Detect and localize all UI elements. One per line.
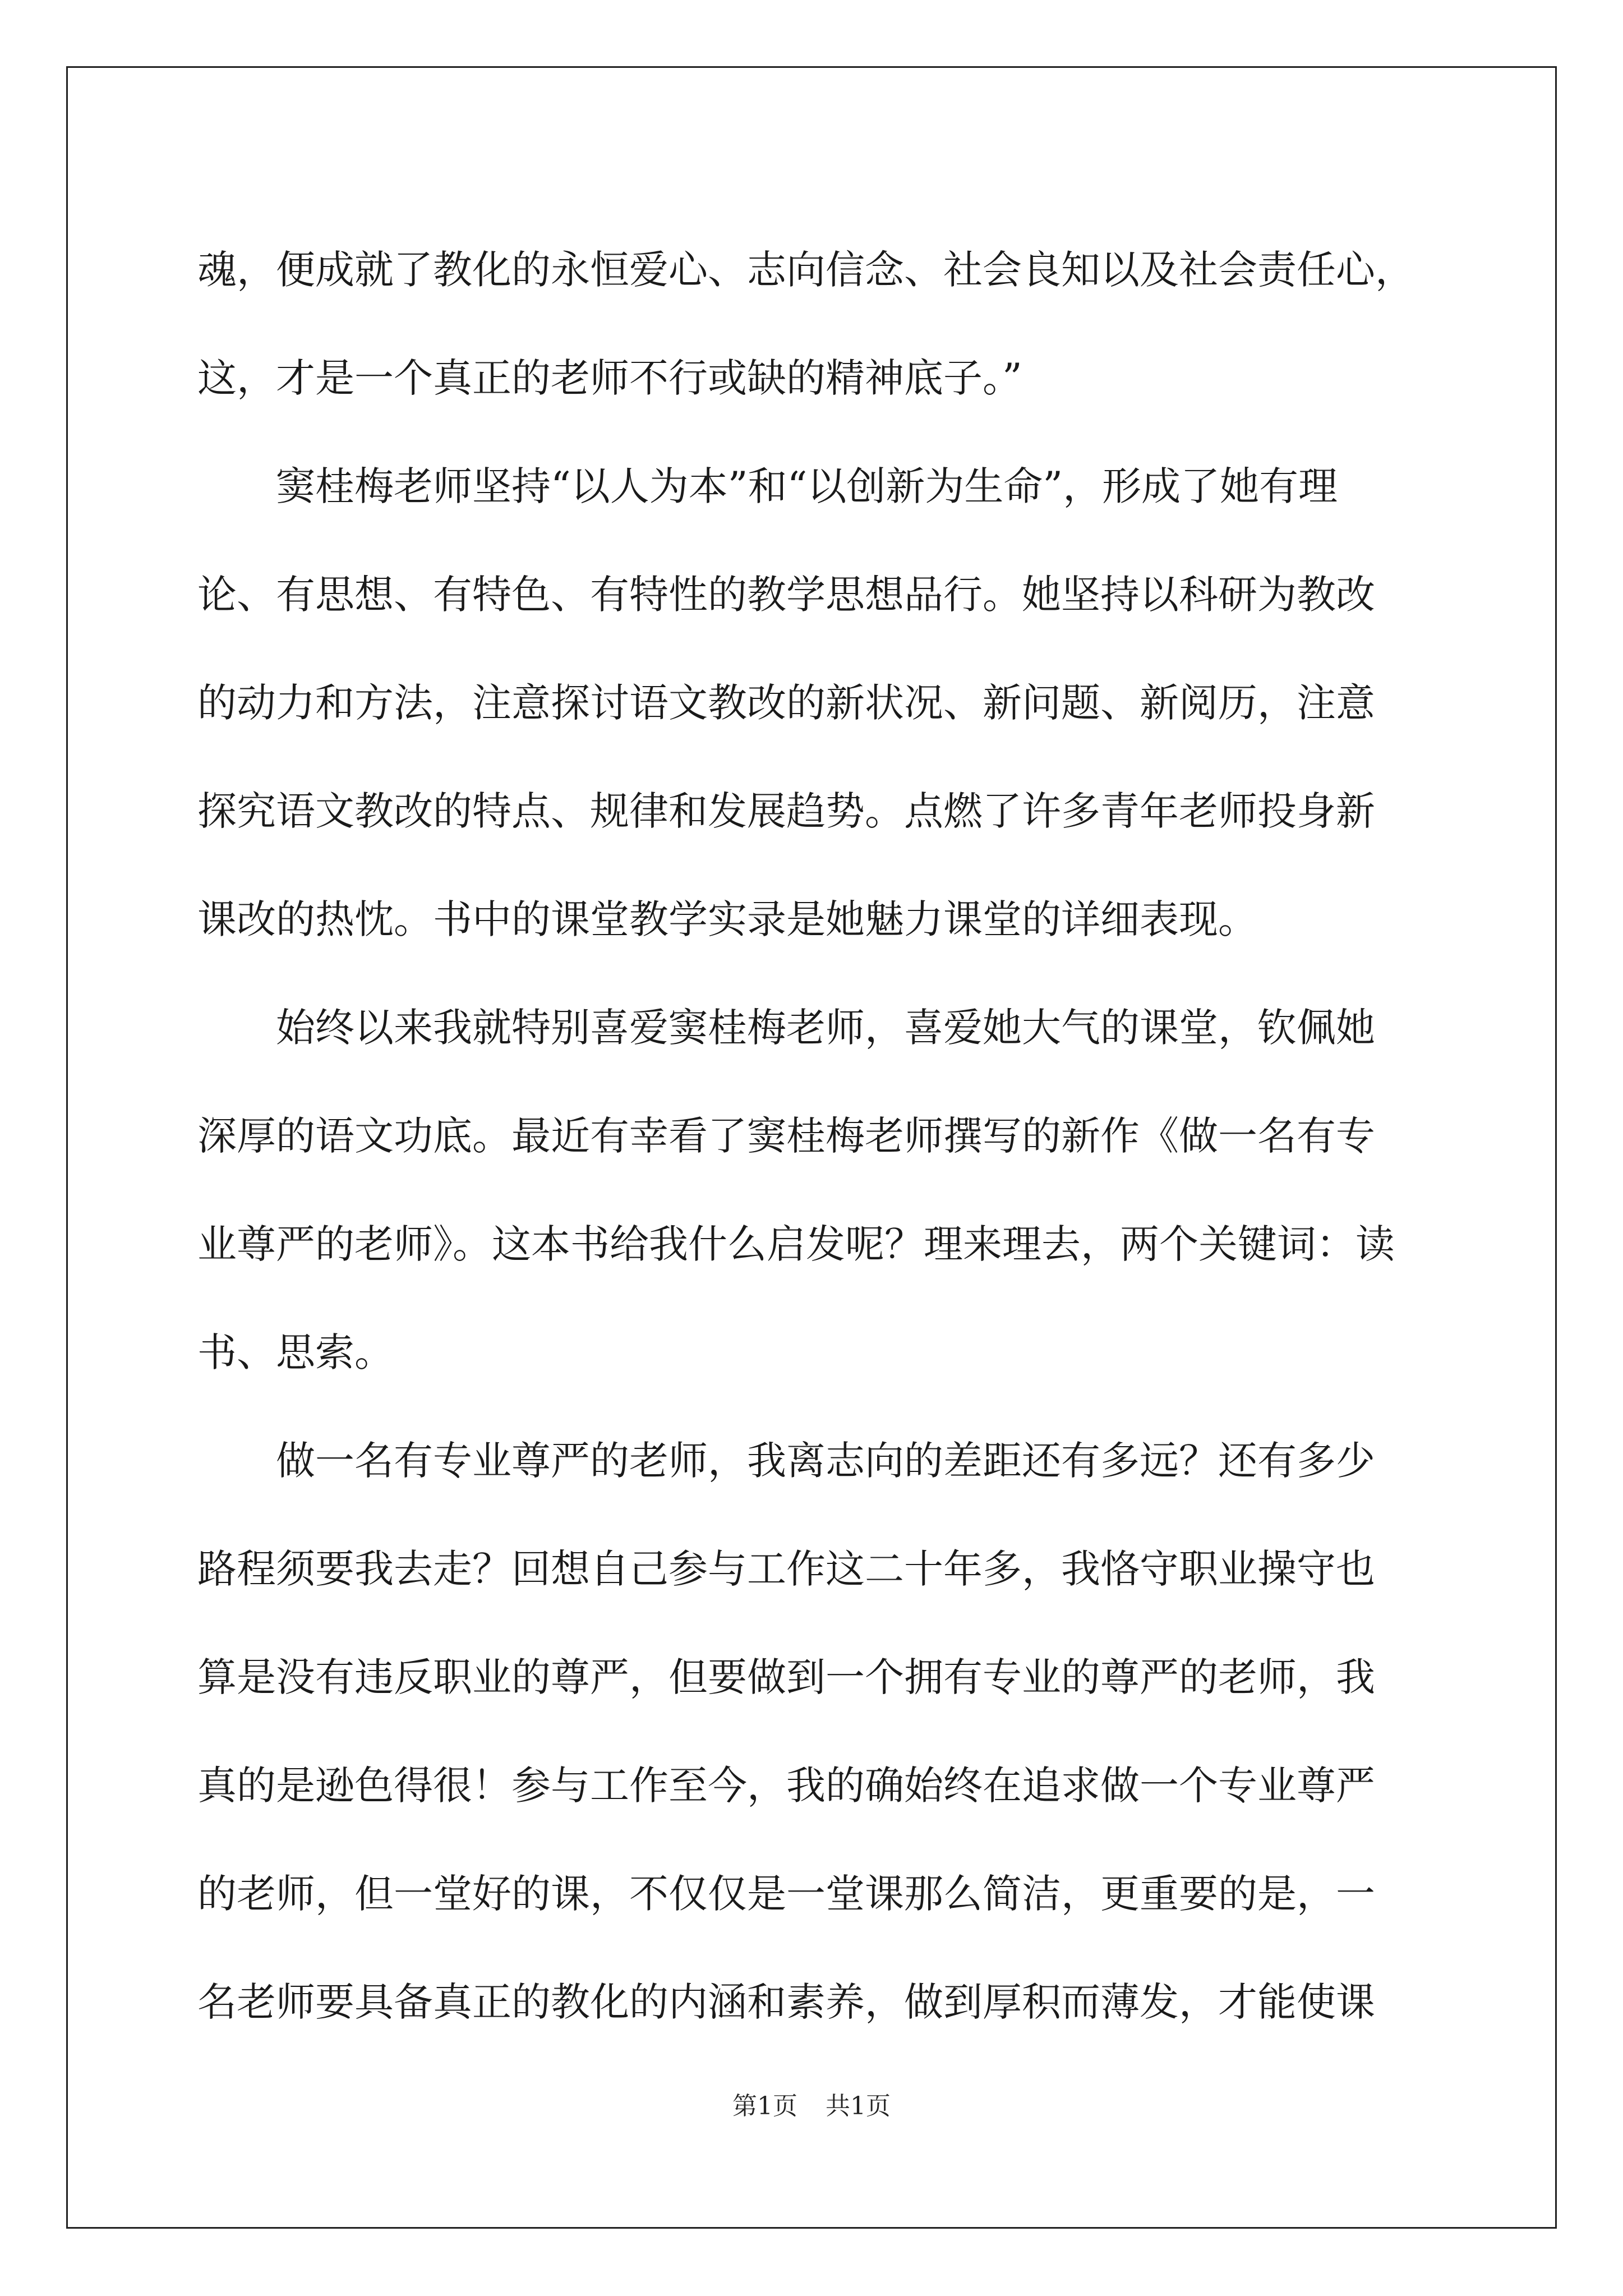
- text-line: 课改的热忱。书中的课堂教学实录是她魅力课堂的详细表现。: [197, 896, 1257, 942]
- text-line: 论、有思想、有特色、有特性的教学思想品行。她坚持以科研为教改: [197, 572, 1375, 618]
- page-total: 共1页: [826, 2092, 891, 2120]
- text-line: 真的是逊色得很！参与工作至今，我的确始终在追求做一个专业尊严: [197, 1763, 1375, 1809]
- text-line: 路程须要我去走？回想自己参与工作这二十年多，我恪守职业操守也: [197, 1546, 1375, 1592]
- text-line: 深厚的语文功底。最近有幸看了窦桂梅老师撰写的新作《做一名有专: [197, 1113, 1375, 1159]
- text-line: 做一名有专业尊严的老师，我离志向的差距还有多远？还有多少: [197, 1438, 1375, 1484]
- text-line: 业尊严的老师》。这本书给我什么启发呢？理来理去，两个关键词：读: [197, 1221, 1395, 1267]
- text-line: 窦桂梅老师坚持“以人为本”和“以创新为生命”，形成了她有理: [197, 463, 1338, 509]
- text-line: 魂，便成就了教化的永恒爱心、志向信念、社会良知以及社会责任心，: [197, 247, 1414, 293]
- text-line: 算是没有违反职业的尊严，但要做到一个拥有专业的尊严的老师，我: [197, 1654, 1375, 1700]
- text-line: 始终以来我就特别喜爱窦桂梅老师，喜爱她大气的课堂，钦佩她: [197, 1005, 1375, 1051]
- text-line: 的老师，但一堂好的课，不仅仅是一堂课那么简洁，更重要的是，一: [197, 1871, 1375, 1917]
- text-line: 名老师要具备真正的教化的内涵和素养，做到厚积而薄发，才能使课: [197, 1979, 1375, 2025]
- text-line: 的动力和方法，注意探讨语文教改的新状况、新问题、新阅历，注意: [197, 680, 1375, 726]
- document-body: [197, 216, 1437, 2056]
- page-footer: [0, 2090, 1623, 2123]
- page-number: 第1页: [732, 2092, 797, 2120]
- text-line: 这，才是一个真正的老师不行或缺的精神底子。”: [197, 355, 1022, 401]
- text-line: 探究语文教改的特点、规律和发展趋势。点燃了许多青年老师投身新: [197, 788, 1375, 834]
- text-line: 书、思索。: [197, 1329, 394, 1375]
